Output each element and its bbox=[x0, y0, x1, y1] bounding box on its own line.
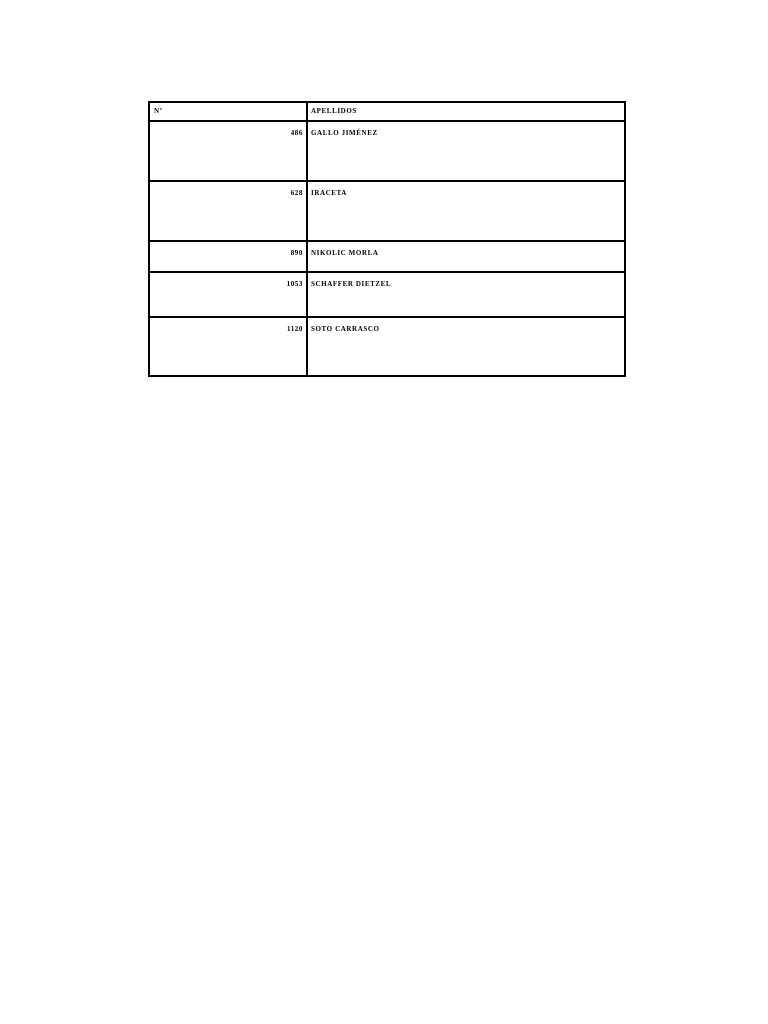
table-row bbox=[149, 317, 625, 376]
table-row bbox=[149, 181, 625, 241]
row-number: 1120 bbox=[149, 317, 307, 376]
row-surnames: IRACETA bbox=[307, 181, 625, 241]
row-surnames: SOTO CARRASCO bbox=[307, 317, 625, 376]
row-number: 486 bbox=[149, 121, 307, 181]
row-surnames: SCHAFFER DIETZEL bbox=[307, 272, 625, 317]
row-number: 890 bbox=[149, 241, 307, 272]
row-number: 1053 bbox=[149, 272, 307, 317]
row-surnames: GALLO JIMÉNEZ bbox=[307, 121, 625, 181]
table-row bbox=[149, 272, 625, 317]
header-surnames: APELLIDOS bbox=[307, 102, 625, 121]
table-row bbox=[149, 121, 625, 181]
table-row bbox=[149, 241, 625, 272]
header-number: Nº bbox=[149, 102, 307, 121]
row-number: 628 bbox=[149, 181, 307, 241]
table-header-row bbox=[149, 102, 625, 121]
row-surnames: NIKOLIC MORLA bbox=[307, 241, 625, 272]
surnames-table bbox=[148, 101, 626, 377]
